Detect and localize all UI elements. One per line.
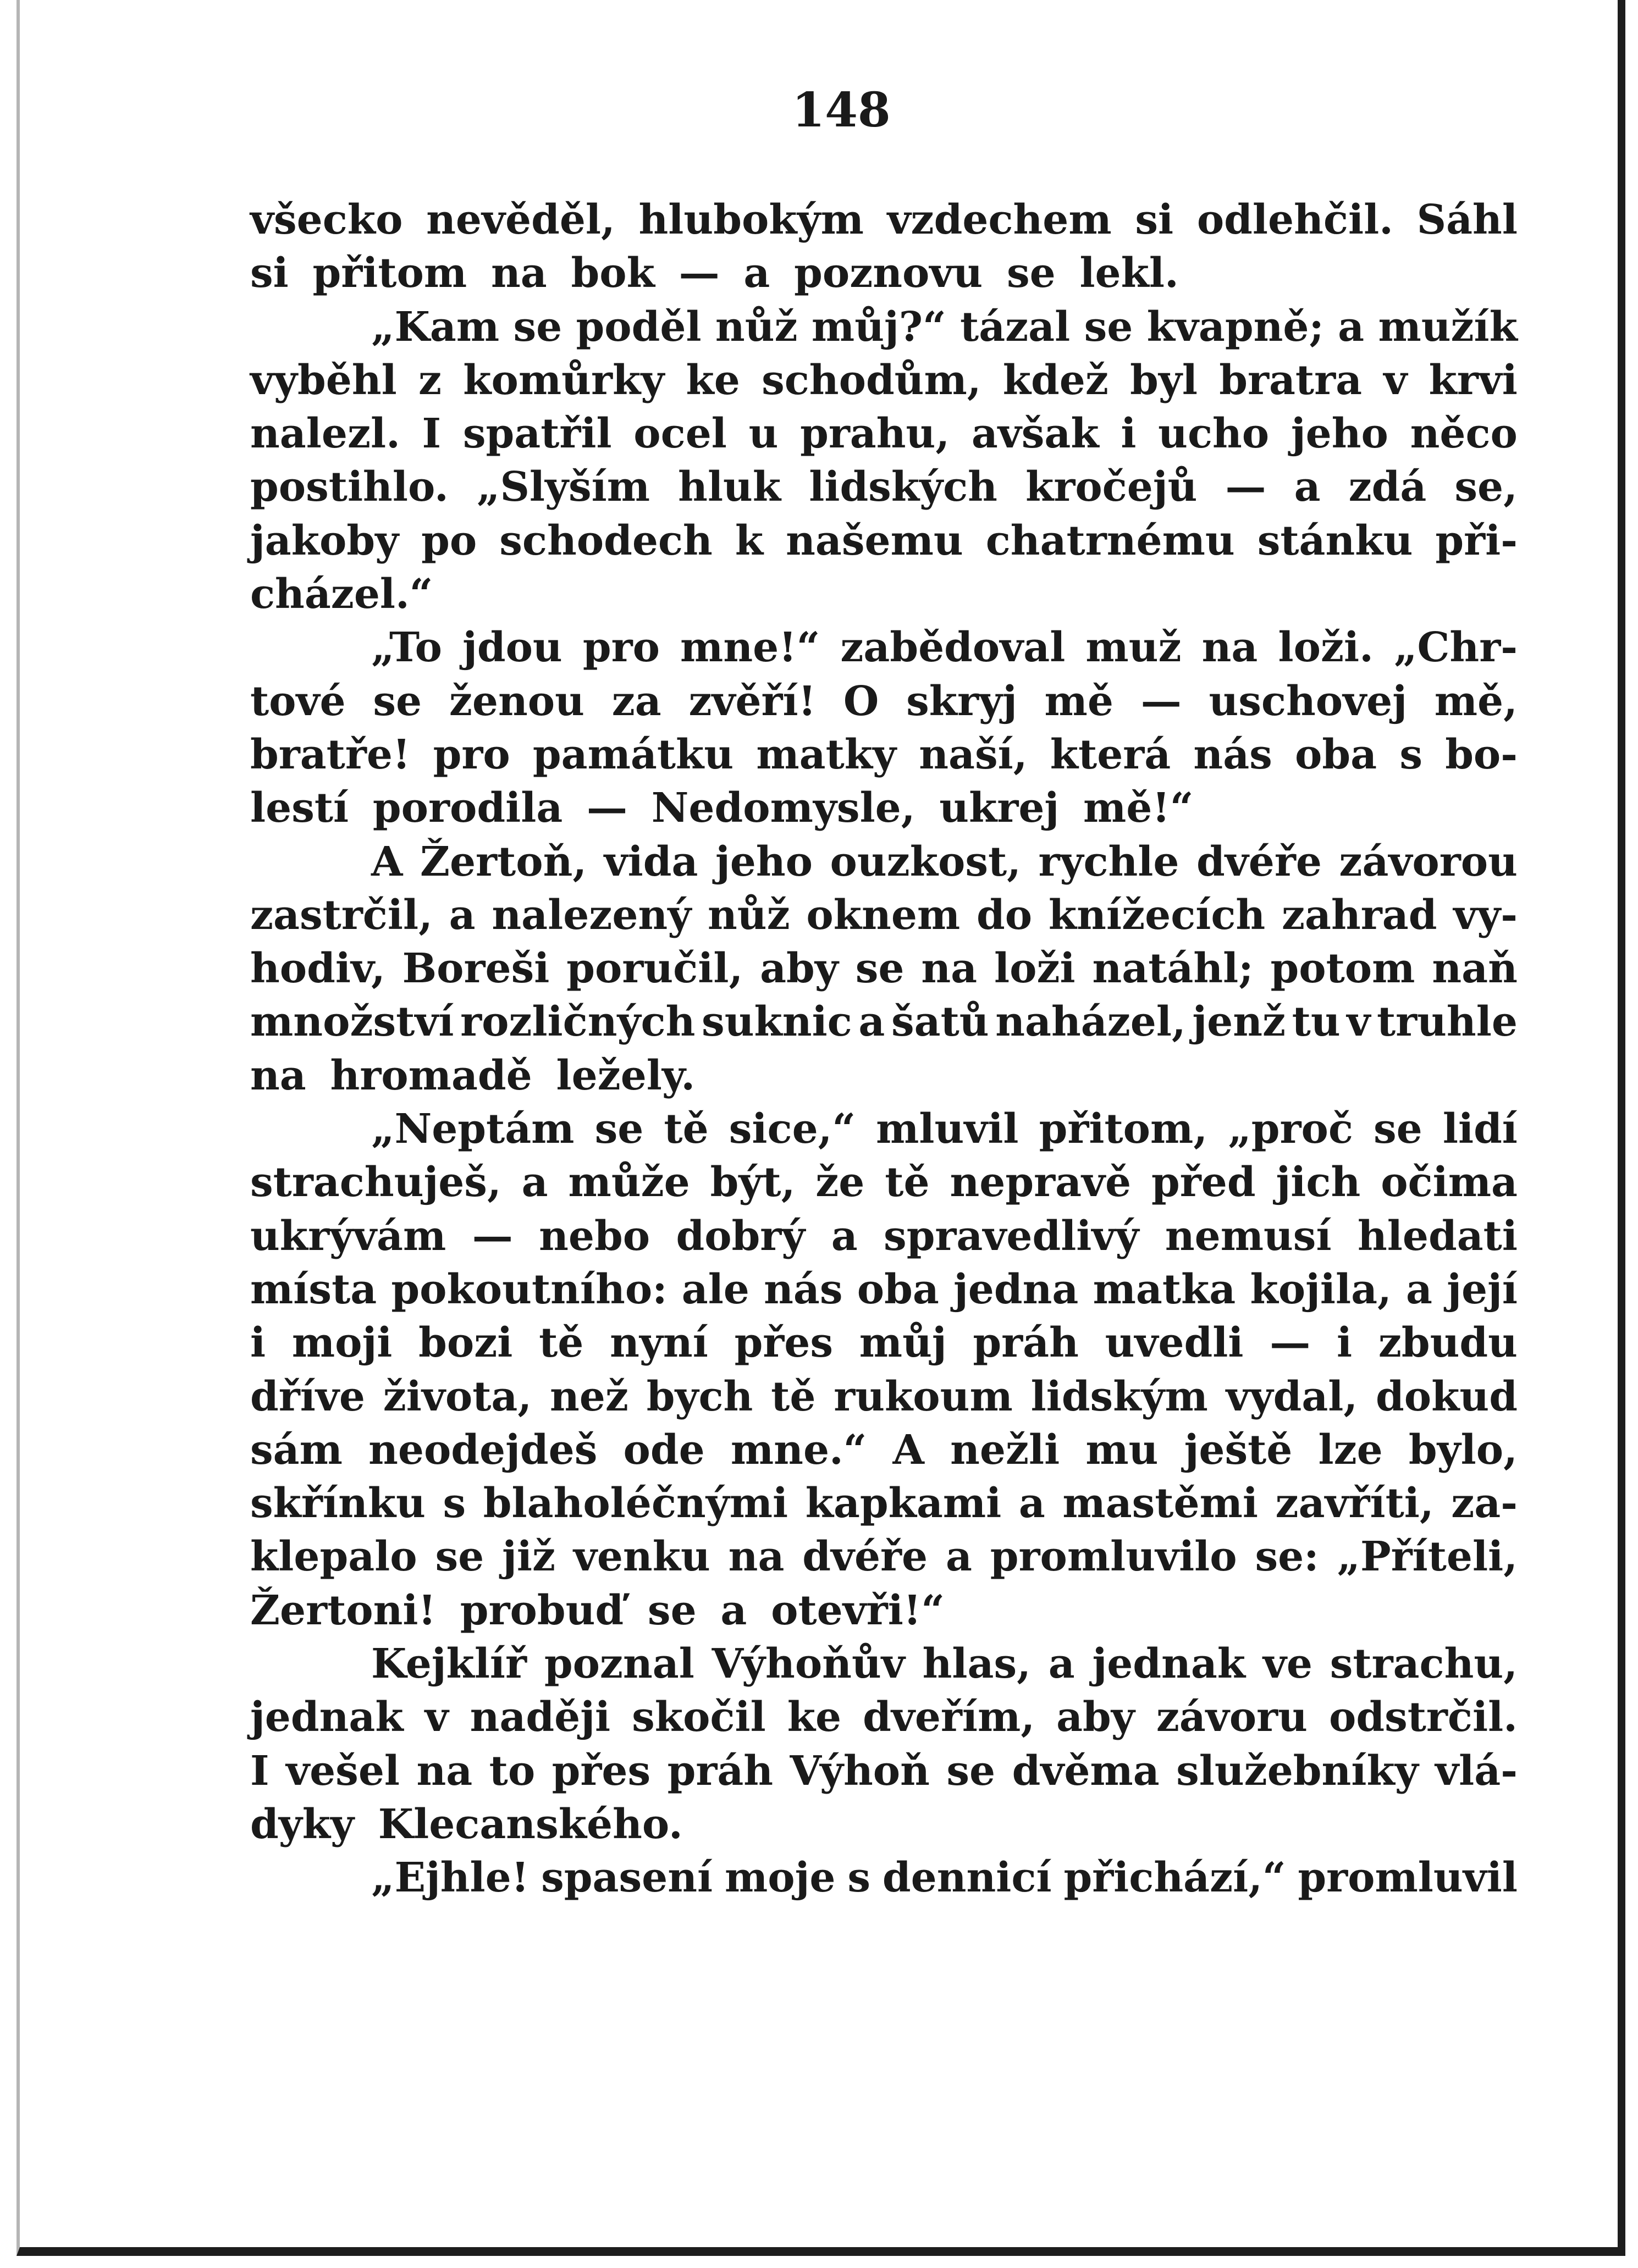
word: stánku [1257, 517, 1413, 565]
body-text [250, 193, 1518, 1905]
word: množství [250, 998, 454, 1046]
word: bratře! [250, 731, 411, 778]
word: a [1294, 463, 1321, 511]
text-line: na hromadě ležely. [250, 1052, 696, 1099]
word: můj [859, 1319, 947, 1367]
word: ucho [1158, 410, 1270, 458]
word: zastrčil, [250, 891, 433, 939]
word: komůrky [463, 356, 665, 404]
word: práh [973, 1319, 1079, 1367]
word: zbudu [1378, 1319, 1518, 1367]
word: knížecích [1048, 891, 1266, 939]
word: loži. [1278, 624, 1374, 672]
word: tázal [960, 303, 1071, 351]
word: A [892, 1426, 924, 1474]
word: za- [1451, 1480, 1518, 1528]
word: skryj [906, 677, 1017, 725]
word: mluvil [876, 1105, 1019, 1153]
word: jakoby [250, 517, 399, 565]
word: může [568, 1159, 690, 1207]
word: naší, [919, 731, 1028, 778]
word: schodům, [762, 356, 981, 404]
word: být, [710, 1159, 796, 1207]
word: O [843, 677, 879, 725]
word: tě [664, 1105, 709, 1153]
word: kapkami [805, 1480, 1002, 1528]
word: jeho [715, 838, 813, 886]
word: schodech [499, 517, 713, 565]
text-line [250, 1156, 1518, 1209]
text-line [250, 461, 1518, 514]
word: a [1338, 303, 1365, 351]
word: strachu, [1330, 1640, 1518, 1688]
word: místa [250, 1265, 377, 1313]
word: „Příteli, [1337, 1533, 1518, 1581]
word: Boreši [402, 945, 550, 993]
word: bozi [418, 1319, 513, 1367]
text-line [250, 889, 1518, 942]
word: suknic [702, 998, 852, 1046]
word: nás [1193, 731, 1272, 778]
word: aby [1056, 1694, 1135, 1741]
word: ke [686, 356, 740, 404]
word: zavříti, [1275, 1480, 1434, 1528]
word: ale [681, 1265, 749, 1313]
word: můj?“ [811, 303, 946, 351]
word: pro [582, 624, 660, 672]
text-line [250, 1530, 1518, 1584]
word: poznal [544, 1640, 694, 1688]
word: nalezený [492, 891, 692, 939]
word: dříve [250, 1373, 365, 1420]
word: venku [573, 1533, 710, 1581]
word: moje [724, 1854, 836, 1902]
word: hluk [678, 463, 781, 511]
word: mne!“ [680, 624, 820, 672]
word: truhle [1376, 998, 1518, 1046]
word: jednak [250, 1694, 404, 1741]
word: ocel [633, 410, 727, 458]
word: pokoutního: [391, 1265, 668, 1313]
text-line [250, 728, 1518, 782]
word: dvéře [1196, 838, 1322, 886]
text-line [250, 301, 1518, 354]
word: tové [250, 677, 346, 725]
word: se [594, 1105, 644, 1153]
word: bratra [1219, 356, 1363, 404]
word: neodejdeš [368, 1426, 598, 1474]
word: kvapně; [1146, 303, 1324, 351]
text-line [250, 942, 1518, 995]
word: něco [1410, 410, 1518, 458]
word: před [1151, 1159, 1256, 1207]
word: kdež [1002, 356, 1108, 404]
word: jenž [1192, 998, 1286, 1046]
text-line [250, 1370, 1518, 1424]
word: kročejů [1025, 463, 1198, 511]
word: k [735, 517, 764, 565]
word: života, [383, 1373, 532, 1420]
text-line [250, 836, 1518, 889]
word: vyběhl [250, 356, 397, 404]
word: její [1447, 1265, 1518, 1313]
word: na [921, 945, 978, 993]
word: dveřím, [863, 1694, 1035, 1741]
word: ženou [449, 677, 584, 725]
word: i [1121, 410, 1137, 458]
word: krvi [1429, 356, 1518, 404]
word: tě [885, 1159, 930, 1207]
word: mu [1085, 1426, 1159, 1474]
word: se [946, 1747, 996, 1795]
word: moji [291, 1319, 393, 1367]
word: nepravě [950, 1159, 1132, 1207]
text-line [250, 675, 1518, 728]
word: přichází,“ [1063, 1854, 1286, 1902]
word: klepalo [250, 1533, 417, 1581]
word: na [416, 1747, 473, 1795]
word: nyní [610, 1319, 708, 1367]
word: blaholéčnými [483, 1480, 788, 1528]
word: se [373, 677, 422, 725]
word: vy- [1453, 891, 1518, 939]
word: mě, [1434, 677, 1518, 725]
word: závoru [1156, 1694, 1308, 1741]
word: se [1084, 303, 1133, 351]
word: mne.“ [730, 1426, 867, 1474]
word: lidským [1030, 1373, 1208, 1420]
word: závorou [1339, 838, 1518, 886]
word: a [1406, 1265, 1432, 1313]
word: která [1050, 731, 1171, 778]
word: po [421, 517, 477, 565]
text-line: cházel.“ [250, 571, 433, 618]
text-line [250, 1745, 1518, 1798]
word: i [1336, 1319, 1353, 1367]
word: vydal, [1226, 1373, 1358, 1420]
word: Výhoň [790, 1747, 930, 1795]
word: jedna [953, 1265, 1079, 1313]
word: ukrývám [250, 1212, 446, 1260]
word: prahu, [800, 410, 950, 458]
word: Sáhl [1416, 196, 1518, 244]
word: ode [623, 1426, 705, 1474]
text-line [250, 515, 1518, 568]
word: památku [532, 731, 734, 778]
word: a [945, 1533, 972, 1581]
word: mě [1044, 677, 1113, 725]
word: jich [1276, 1159, 1361, 1207]
word: matky [756, 731, 897, 778]
word: — [472, 1212, 513, 1260]
word: s [847, 1854, 871, 1902]
word: nežli [950, 1426, 1060, 1474]
word: v [1347, 998, 1371, 1046]
word: nás [764, 1265, 843, 1313]
text-line [250, 1263, 1518, 1316]
word: do [977, 891, 1033, 939]
word: vešel [286, 1747, 400, 1795]
word: sice,“ [729, 1105, 856, 1153]
word: očima [1381, 1159, 1518, 1207]
word: dennicí [882, 1854, 1052, 1902]
word: aby [760, 945, 839, 993]
word: „To [371, 624, 442, 672]
word: všecko [250, 196, 403, 244]
word: „Ejhle! [371, 1854, 530, 1902]
word: u [748, 410, 779, 458]
word: že [815, 1159, 865, 1207]
word: uschovej [1209, 677, 1407, 725]
word: lidí [1442, 1105, 1518, 1153]
word: tě [539, 1319, 584, 1367]
text-line [250, 1424, 1518, 1477]
text-line: dyky Klecanského. [250, 1800, 683, 1848]
word: naň [1432, 945, 1518, 993]
word: tě [771, 1373, 816, 1420]
word: natáhl; [1092, 945, 1254, 993]
word: Výhoňův [712, 1640, 905, 1688]
word: loži [994, 945, 1076, 993]
text-line [250, 1103, 1518, 1156]
word: nebo [539, 1212, 650, 1260]
word: jdou [462, 624, 562, 672]
word: a [1018, 1480, 1045, 1528]
word: vida [604, 838, 698, 886]
word: skřínku [250, 1480, 426, 1528]
word: zdá [1348, 463, 1427, 511]
word: na [728, 1533, 785, 1581]
word: spatřil [462, 410, 612, 458]
word: přes [734, 1319, 834, 1367]
word: jeho [1290, 410, 1388, 458]
word: ještě [1184, 1426, 1293, 1474]
word: — [1225, 463, 1266, 511]
word: naházel, [995, 998, 1186, 1046]
word: byl [1130, 356, 1198, 404]
page-number: 148 [792, 82, 891, 138]
word: pro [433, 731, 510, 778]
word: nůž [715, 303, 798, 351]
word: na [1201, 624, 1258, 672]
word: práh [667, 1747, 774, 1795]
word: bylo, [1408, 1426, 1518, 1474]
word: bo- [1445, 731, 1518, 778]
word: se [855, 945, 905, 993]
word: bych [646, 1373, 753, 1420]
word: a [1048, 1640, 1075, 1688]
word: nůž [708, 891, 790, 939]
word: ve [1262, 1640, 1312, 1688]
text-line: lestí porodila — Nedomysle, ukrej mě!“ [250, 784, 1194, 832]
word: promluvilo [990, 1533, 1237, 1581]
word: se [1374, 1105, 1422, 1153]
word: v [1383, 356, 1408, 404]
word: zabědoval [840, 624, 1066, 672]
word: nalezl. [250, 410, 400, 458]
word: služebníky [1176, 1747, 1419, 1795]
word: oknem [806, 891, 961, 939]
word: přes [551, 1747, 651, 1795]
word: jednak [1092, 1640, 1246, 1688]
word: vlá- [1435, 1747, 1518, 1795]
word: I [422, 410, 442, 458]
word: si [1135, 196, 1174, 244]
word: nevěděl, [426, 196, 615, 244]
text-line [250, 193, 1518, 247]
word: a [858, 998, 885, 1046]
word: dokud [1376, 1373, 1518, 1420]
word: a [521, 1159, 548, 1207]
text-line: Žertoni! probuď se a otevři!“ [250, 1586, 945, 1634]
word: rychle [1038, 838, 1179, 886]
word: s [1399, 731, 1422, 778]
word: v [424, 1694, 449, 1741]
word: „proč [1228, 1105, 1353, 1153]
word: přitom, [1039, 1105, 1208, 1153]
text-line [250, 1638, 1518, 1691]
word: lidských [809, 463, 997, 511]
word: skočil [632, 1694, 766, 1741]
word: A [371, 838, 403, 886]
word: se, [1454, 463, 1518, 511]
word: hodiv, [250, 945, 385, 993]
word: oba [857, 1265, 939, 1313]
word: se [513, 303, 562, 351]
word: za [611, 677, 661, 725]
word: hledati [1357, 1212, 1518, 1260]
word: potom [1270, 945, 1415, 993]
word: „Chr- [1393, 624, 1518, 672]
word: mužík [1378, 303, 1518, 351]
word: dvéře [802, 1533, 928, 1581]
word: ouzkost, [830, 838, 1021, 886]
word: postihlo. [250, 463, 449, 511]
word: vzdechem [887, 196, 1112, 244]
word: spravedlivý [884, 1212, 1139, 1260]
word: chatrnému [985, 517, 1235, 565]
word: — [1140, 677, 1182, 725]
word: kojila, [1250, 1265, 1392, 1313]
word: strachuješ, [250, 1159, 501, 1207]
word: naději [470, 1694, 611, 1741]
word: I [250, 1747, 269, 1795]
word: spasení [541, 1854, 713, 1902]
word: tu [1292, 998, 1341, 1046]
word: muž [1085, 624, 1182, 672]
word: mastěmi [1062, 1480, 1258, 1528]
word: z [418, 356, 442, 404]
word: rukoum [834, 1373, 1013, 1420]
word: dobrý [676, 1212, 806, 1260]
word: hlas, [922, 1640, 1031, 1688]
word: avšak [971, 410, 1099, 458]
word: Žertoň, [420, 838, 587, 886]
word: to [489, 1747, 536, 1795]
text-line [250, 354, 1518, 407]
word: a [831, 1212, 858, 1260]
word: při- [1435, 517, 1518, 565]
text-line: si přitom na bok — a poznovu se lekl. [250, 250, 1179, 297]
word: šatů [891, 998, 989, 1046]
word: sám [250, 1426, 343, 1474]
word: se: [1255, 1533, 1319, 1581]
word: Kejklíř [371, 1640, 527, 1688]
word: oba [1295, 731, 1377, 778]
word: odstrčil. [1328, 1694, 1518, 1741]
word: se [435, 1533, 484, 1581]
word: ke [787, 1694, 842, 1741]
word: zvěří! [688, 677, 817, 725]
word: dvěma [1012, 1747, 1160, 1795]
word: našemu [786, 517, 963, 565]
word: již [502, 1533, 555, 1581]
word: nemusí [1165, 1212, 1332, 1260]
word: a [449, 891, 476, 939]
word: „Neptám [371, 1105, 575, 1153]
word: „Slyším [476, 463, 650, 511]
word: „Kam [371, 303, 500, 351]
word: — [1270, 1319, 1311, 1367]
text-line [250, 621, 1518, 674]
word: zahrad [1282, 891, 1437, 939]
text-line [250, 1691, 1518, 1744]
word: poručil, [566, 945, 743, 993]
word: rozličných [460, 998, 696, 1046]
word: promluvil [1298, 1854, 1518, 1902]
word: s [443, 1480, 466, 1528]
text-line [250, 995, 1518, 1049]
word: lze [1318, 1426, 1383, 1474]
text-line [250, 1316, 1518, 1370]
word: než [549, 1373, 628, 1420]
text-line [250, 1851, 1518, 1905]
word: uvedli [1105, 1319, 1244, 1367]
text-line [250, 407, 1518, 461]
word: matka [1093, 1265, 1236, 1313]
word: hlubokým [638, 196, 864, 244]
word: odlehčil. [1196, 196, 1393, 244]
word: i [250, 1319, 266, 1367]
text-line [250, 1210, 1518, 1263]
text-line [250, 1477, 1518, 1530]
word: poděl [576, 303, 702, 351]
